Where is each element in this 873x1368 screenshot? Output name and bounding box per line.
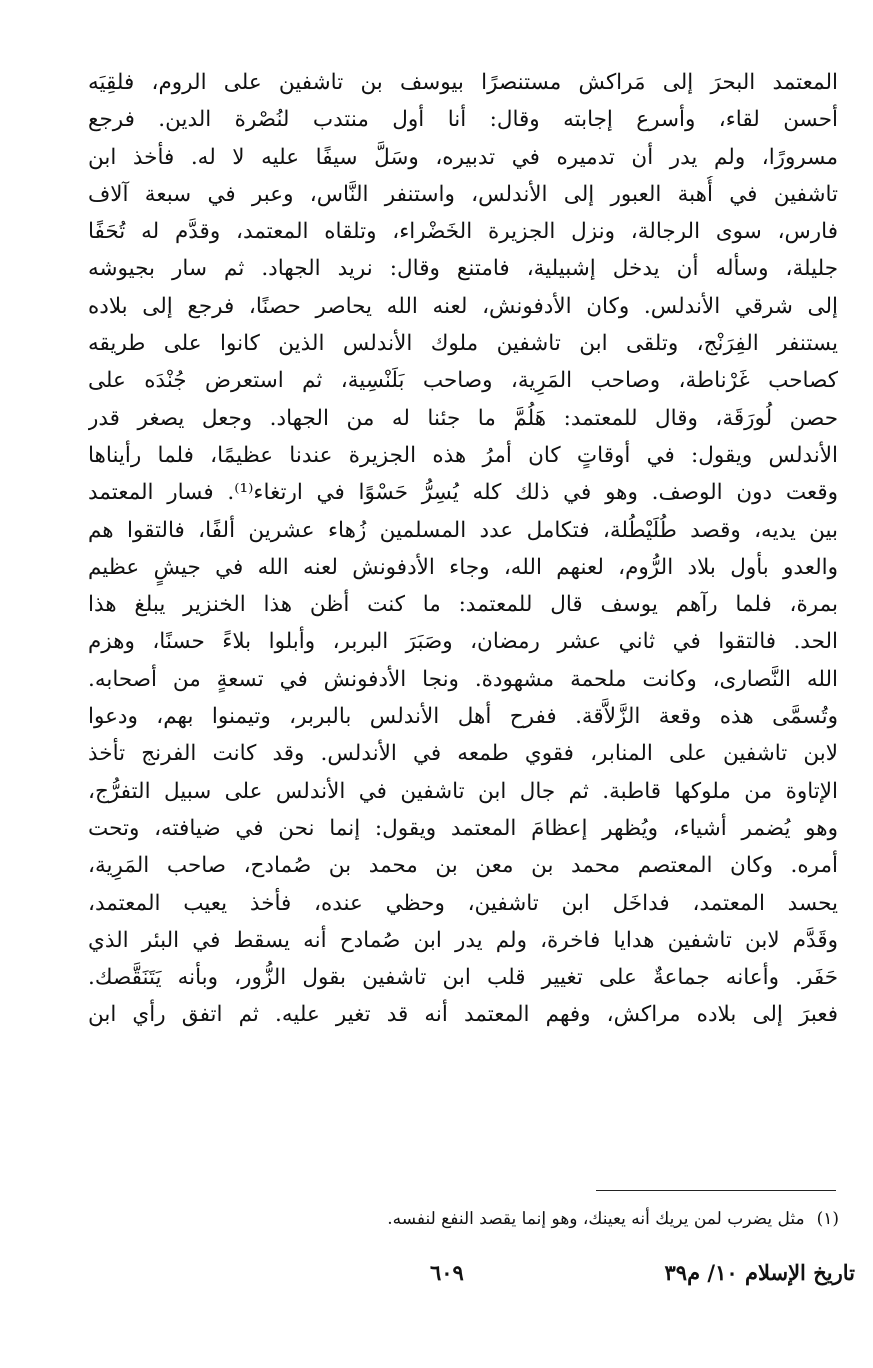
footnote-number: (١)	[816, 1209, 839, 1229]
text-line: أمره. وكان المعتصم محمد بن معن بن محمد بن صُمادح، صاحب المَرِية،	[88, 853, 838, 879]
text-line: بين يديه، وقصد طُلَيْطُلة، فتكامل عدد المسلمين زُهاء عشرين ألفًا، فالتقوا هم	[88, 517, 838, 543]
text-line: الله النَّصارى، وكانت ملحمة مشهودة. ونجا الأدفونش في تسعةٍ من أصحابه.	[88, 666, 838, 692]
text-line: يستنفر الفِرَنْج، وتلقى ابن تاشفين ملوك الأندلس الذين كانوا على طريقه	[88, 331, 838, 357]
text-line: وتُسمَّى هذه وقعة الزَّلاَّقة. ففرح أهل الأندلس بالبربر، وتيمنوا بهم، ودعوا	[88, 704, 838, 730]
main-text	[88, 64, 838, 1034]
footnote	[387, 1205, 839, 1233]
text-line: فعبرَ إلى بلاده مراكش، وفهم المعتمد أنه قد تغير عليه. ثم اتفق رأي ابن	[88, 1002, 838, 1028]
text-line: والعدو بأول بلاد الرُّوم، لعنهم الله، وجاء الأدفونش لعنه الله في جيشٍ عظيم	[88, 554, 838, 580]
page-number: ٦٠٩	[430, 1260, 464, 1285]
text-line: وقَدَّم لابن تاشفين هدايا فاخرة، ولم يدر ابن صُمادح أنه يسقط في البئر الذي	[88, 927, 838, 953]
running-title: تاريخ الإسلام ١٠/ م٣٩	[664, 1260, 855, 1285]
text-line: الحد. فالتقوا في ثاني عشر رمضان، وصَبَرَ البربر، وأبلوا بلاءً حسنًا، وهزم	[88, 629, 838, 655]
text-line: الأندلس ويقول: في أوقاتٍ كان أمرُ هذه الجزيرة عندنا عظيمًا، فلما رأيناها	[88, 442, 838, 468]
text-line: بمرة، فلما رآهم يوسف قال للمعتمد: ما كنت أظن هذا الخنزير يبلغ هذا	[88, 592, 838, 618]
footnote-separator	[596, 1190, 836, 1191]
text-line: وهو يُضمر أشياء، ويُظهر إعظامَ المعتمد ويقول: إنما نحن في ضيافته، وتحت	[88, 815, 838, 841]
text-line: مسرورًا، ولم يدر أن تدميره في تدبيره، وسَلَّ سيفًا عليه لا له. فأخذ ابن	[88, 144, 838, 170]
footnote-text: مثل يضرب لمن يريك أنه يعينك، وهو إنما يقصد النفع لنفسه.	[387, 1209, 805, 1229]
text-line: حَفَر. وأعانه جماعةٌ على تغيير قلب ابن تاشفين بقول الزُّور، وبأنه يَتَنَقَّصك.	[88, 965, 838, 991]
text-line: حصن لُورَقَة، وقال للمعتمد: هَلُمَّ ما جئنا له من الجهاد. وجعل يصغر قدر	[88, 405, 838, 431]
text-line: فارس، سوى الرجالة، ونزل الجزيرة الخَضْراء، وتلقاه المعتمد، وقدَّم له تُحَفًا	[88, 219, 838, 245]
text-line: إلى شرقي الأندلس. وكان الأدفونش، لعنه الله يحاصر حصنًا، فرجع إلى بلاده	[88, 293, 838, 319]
page-footer	[0, 1260, 873, 1300]
text-line: أحسن لقاء، وأسرع إجابته وقال: أنا أول منتدب لنُصْرة الدين. فرجع	[88, 107, 838, 133]
text-line: لابن تاشفين على المنابر، فقوي طمعه في الأندلس. وقد كانت الفرنج تأخذ	[88, 741, 838, 767]
text-line: كصاحب غَرْناطة، وصاحب المَرِية، وصاحب بَلَنْسِية، ثم استعرض جُنْدَه على	[88, 368, 838, 394]
text-line: وقعت دون الوصف. وهو في ذلك كله يُسِرُّ حَسْوًا في ارتغاء⁽¹⁾. فسار المعتمد	[88, 480, 838, 506]
text-line: الإتاوة من ملوكها قاطبة. ثم جال ابن تاشفين في الأندلس على سبيل التفرُّج،	[88, 778, 838, 804]
text-line: تاشفين في أُهبة العبور إلى الأندلس، واستنفر النَّاس، وعبر في سبعة آلاف	[88, 181, 838, 207]
text-line: المعتمد البحرَ إلى مَراكش مستنصرًا بيوسف بن تاشفين على الروم، فلقِيَه	[88, 70, 838, 95]
text-line: يحسد المعتمد، فداخَل ابن تاشفين، وحظي عنده، فأخذ يعيب المعتمد،	[88, 890, 838, 916]
text-line: جليلة، وسأله أن يدخل إشبيلية، فامتنع وقال: نريد الجهاد. ثم سار بجيوشه	[88, 256, 838, 282]
